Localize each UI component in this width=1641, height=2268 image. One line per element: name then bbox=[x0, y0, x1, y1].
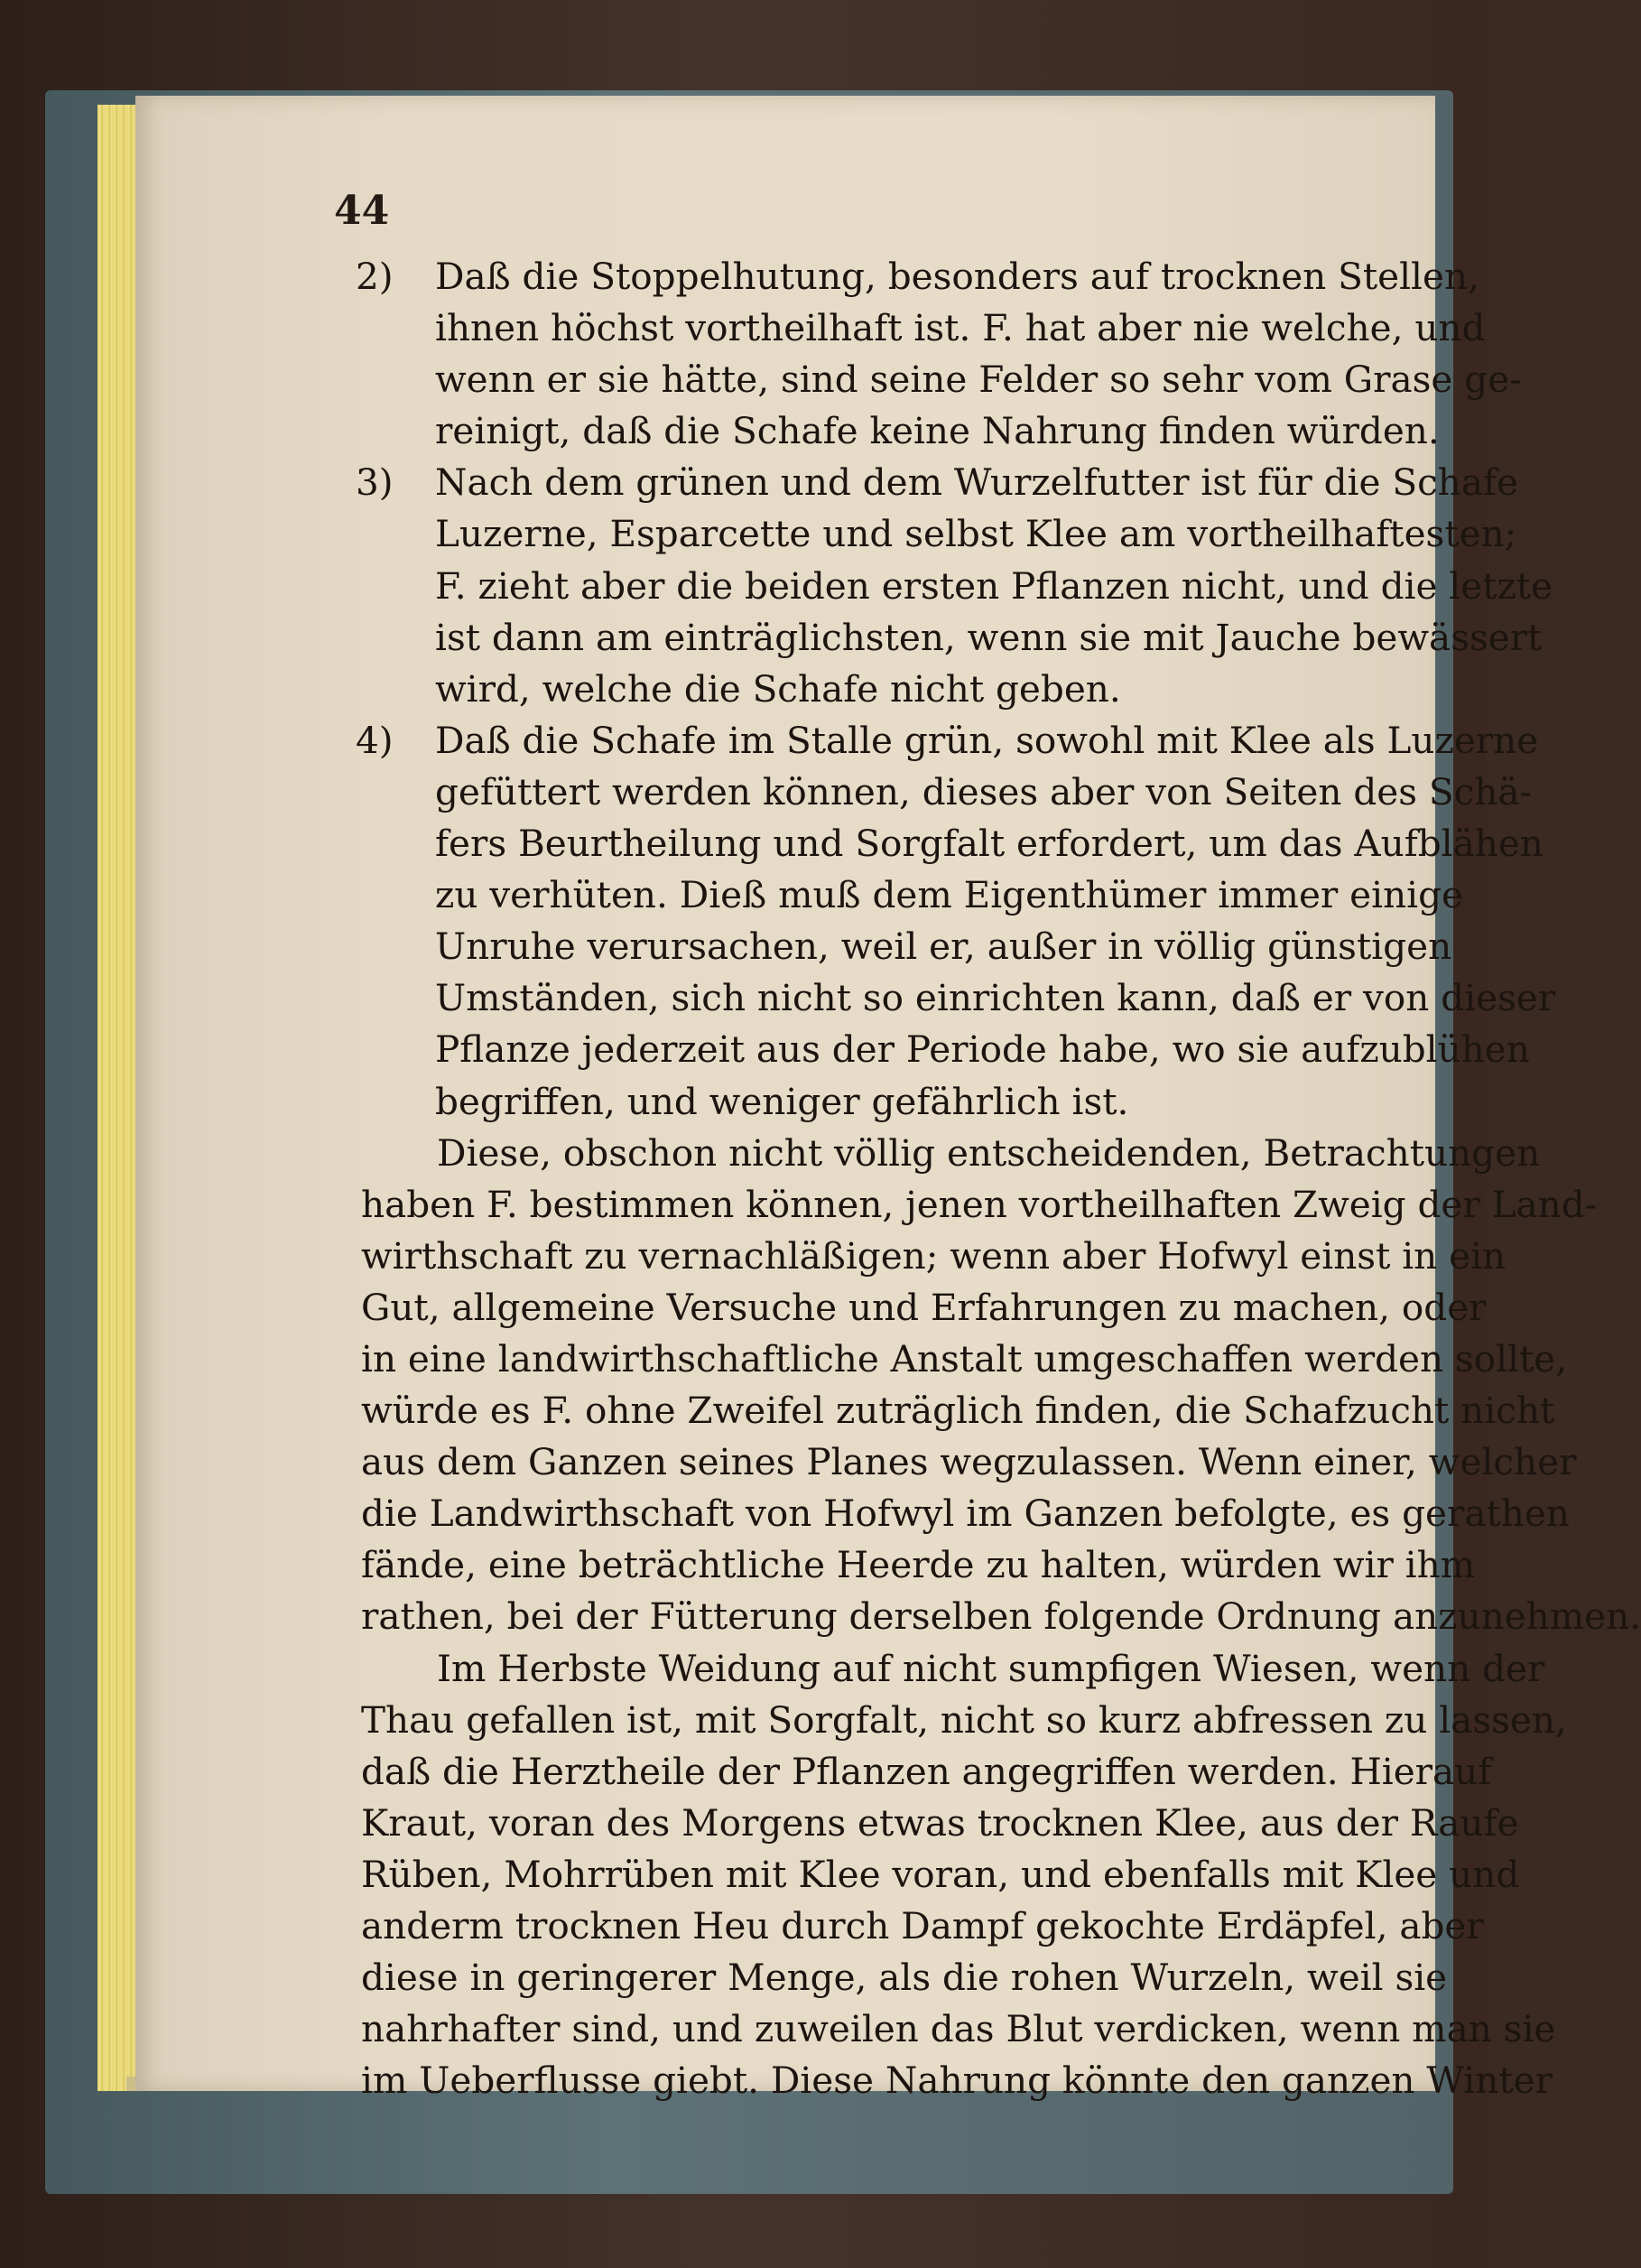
text-line: Kraut, voran des Morgens etwas trocknen Klee, aus der Raufe bbox=[361, 1800, 1519, 1845]
text-line: aus dem Ganzen seines Planes wegzulassen. Wenn einer, welcher bbox=[361, 1440, 1577, 1484]
text-line: wirthschaft zu vernachläßigen; wenn aber Hofwyl einst in ein bbox=[361, 1233, 1507, 1278]
numbered-entry bbox=[356, 715, 1556, 1128]
paragraph bbox=[361, 1128, 1641, 1643]
text-line: anderm trocknen Heu durch Dampf gekochte Erdäpfel, aber bbox=[361, 1904, 1484, 1947]
entry-number: 2) bbox=[356, 255, 394, 298]
text-line: Rüben, Mohrrüben mit Klee voran, und ebenfalls mit Klee und bbox=[361, 1852, 1520, 1896]
text-line: Im Herbste Weidung auf nicht sumpfigen Wiesen, wenn der bbox=[437, 1646, 1545, 1690]
text-line: Pflanze jederzeit aus der Periode habe, wo sie aufzublühen bbox=[435, 1027, 1530, 1072]
numbered-entry bbox=[356, 457, 1553, 714]
entry-number: 4) bbox=[356, 718, 394, 762]
text-line: haben F. bestimmen können, jenen vortheilhaften Zweig der Land- bbox=[361, 1182, 1598, 1226]
text-line: in eine landwirthschaftliche Anstalt umgeschaffen werden sollte, bbox=[361, 1336, 1568, 1380]
text-line: würde es F. ohne Zweifel zuträglich finden, die Schafzucht nicht bbox=[361, 1389, 1555, 1433]
text-line: wird, welche die Schafe nicht geben. bbox=[435, 666, 1121, 711]
text-line: diese in geringerer Menge, als die rohen Wurzeln, weil sie bbox=[361, 1956, 1448, 2000]
text-line: rathen, bei der Fütterung derselben folgende Ordnung anzunehmen. bbox=[361, 1594, 1641, 1639]
text-line: ist dann am einträglichsten, wenn sie mit Jauche bewässert bbox=[435, 615, 1543, 659]
text-line: nahrhafter sind, und zuweilen das Blut verdicken, wenn man sie bbox=[361, 2007, 1556, 2051]
text-line: reinigt, daß die Schafe keine Nahrung finden würden. bbox=[435, 409, 1440, 453]
text-line: Unruhe verursachen, weil er, außer in völlig günstigen bbox=[435, 925, 1452, 969]
page-text bbox=[356, 251, 1641, 2106]
text-line: begriffen, und weniger gefährlich ist. bbox=[435, 1079, 1129, 1123]
page-number: 44 bbox=[334, 188, 390, 234]
text-line: Nach dem grünen und dem Wurzelfutter ist für die Schafe bbox=[435, 460, 1518, 505]
text-line: Diese, obschon nicht völlig entscheidenden, Betrachtungen bbox=[437, 1130, 1541, 1175]
text-line: fers Beurtheilung und Sorgfalt erfordert, um das Aufblähen bbox=[435, 822, 1544, 866]
text-line: wenn er sie hätte, sind seine Felder so sehr vom Grase ge- bbox=[435, 358, 1522, 402]
text-line: die Landwirthschaft von Hofwyl im Ganzen befolgte, es gerathen bbox=[361, 1492, 1570, 1536]
text-line: zu verhüten. Dieß muß dem Eigenthümer immer einige bbox=[435, 873, 1464, 917]
paragraph bbox=[361, 1643, 1567, 2107]
text-line: Daß die Schafe im Stalle grün, sowohl mit Klee als Luzerne bbox=[435, 718, 1539, 762]
text-line: Gut, allgemeine Versuche und Erfahrungen zu machen, oder bbox=[361, 1285, 1487, 1329]
numbered-entry bbox=[356, 251, 1522, 457]
text-line: Thau gefallen ist, mit Sorgfalt, nicht so kurz abfressen zu lassen, bbox=[361, 1697, 1567, 1742]
text-line: Daß die Stoppelhutung, besonders auf trocknen Stellen, bbox=[435, 255, 1479, 298]
text-line: im Ueberflusse giebt. Diese Nahrung könnte den ganzen Winter bbox=[361, 2059, 1553, 2103]
text-line: Umständen, sich nicht so einrichten kann, daß er von dieser bbox=[435, 976, 1556, 1020]
text-line: gefüttert werden können, dieses aber von Seiten des Schä- bbox=[435, 769, 1533, 813]
text-line: ihnen höchst vortheilhaft ist. F. hat aber nie welche, und bbox=[435, 306, 1486, 350]
text-line: fände, eine beträchtliche Heerde zu halten, würden wir ihm bbox=[361, 1543, 1476, 1587]
text-line: F. zieht aber die beiden ersten Pflanzen nicht, und die letzte bbox=[435, 563, 1553, 608]
text-line: daß die Herztheile der Pflanzen angegriffen werden. Hierauf bbox=[361, 1749, 1492, 1793]
entry-number: 3) bbox=[356, 460, 394, 505]
text-line: Luzerne, Esparcette und selbst Klee am vortheilhaftesten; bbox=[435, 512, 1517, 556]
